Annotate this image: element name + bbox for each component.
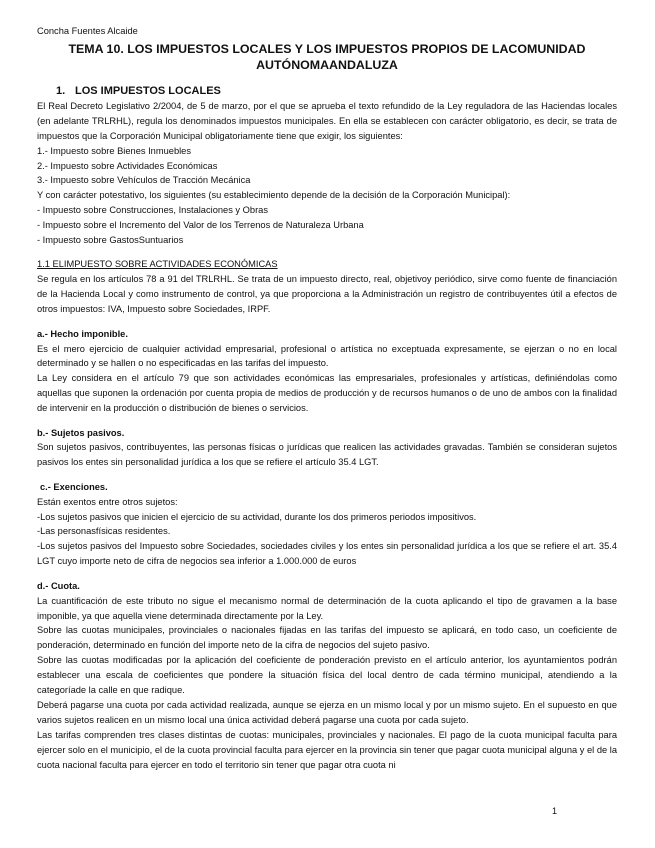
section-heading bbox=[56, 84, 617, 99]
optional-intro: Y con carácter potestativo, los siguientes (su establecimiento depende de la decisión de la Corporación Municipal): bbox=[37, 190, 511, 201]
list-item: 2.- Impuesto sobre Actividades Económicas bbox=[37, 160, 218, 171]
document-page bbox=[37, 24, 617, 772]
hecho-imponible-heading: a.- Hecho imponible. bbox=[37, 328, 128, 339]
paragraph: Deberá pagarse una cuota por cada actividad realizada, aunque se ejerza en un mismo local y por un mismo sujeto. En el supuesto en que varios sujetos realicen en un mismo local una única actividad deberá pagarse una cuota por cada sujeto. bbox=[37, 699, 617, 725]
section-heading-text: LOS IMPUESTOS LOCALES bbox=[75, 84, 221, 97]
list-item: -Los sujetos pasivos del Impuesto sobre Sociedades, sociedades civiles y los entes sin personalidad jurídica a los que se refiere el art. 35.4 LGT cuyo importe neto de cifra de negocios sea inferior a 1.000.000 de euros bbox=[37, 541, 617, 567]
paragraph: La Ley considera en el artículo 79 que son actividades económicas las empresariales, profesionales y artísticas, definiéndolas como aquellas que suponen la ordenación por cuenta propia de medios de producción y de recursos humanos o de uno de ambos con la finalidad de intervenir en la producción o distribución de bienes o servicios. bbox=[37, 373, 617, 414]
paragraph: Están exentos entre otros sujetos: bbox=[37, 496, 178, 507]
list-item: - Impuesto sobre el Incremento del Valor de los Terrenos de Naturaleza Urbana bbox=[37, 220, 364, 231]
paragraph: Es el mero ejercicio de cualquier actividad empresarial, profesional o artística no exceptuada expresamente, se ejerzan o no en local determinado y se hallen o no especificadas en las tarifas del impuesto. bbox=[37, 343, 617, 369]
subsection-intro: Se regula en los artículos 78 a 91 del TRLRHL. Se trata de un impuesto directo, real, objetivoy periódico, sirve como fuente de financiación de la Hacienda Local y como instrumento de control, ya que proporciona a la Administración un registro de contribuyentes útil a efectos de otros impuestos: IVA, Impuesto sobre Sociedades, IRPF. bbox=[37, 274, 617, 315]
paragraph: La cuantificación de este tributo no sigue el mecanismo normal de determinación de la cuota aplicando el tipo de gravamen a la base imponible, ya que aquella viene determinada directamente por la Ley. bbox=[37, 595, 617, 621]
sujetos-pasivos-heading: b.- Sujetos pasivos. bbox=[37, 427, 125, 438]
paragraph: Sobre las cuotas municipales, provinciales o nacionales fijadas en las tarifas del impuesto se aplicará, en todo caso, un coeficiente de ponderación, determinado en función del importe neto de la cifra de negocios del sujeto pasivo. bbox=[37, 625, 617, 651]
page-number: 1 bbox=[552, 806, 558, 816]
list-item: -Los sujetos pasivos que inicien el ejercicio de su actividad, durante los dos primeros periodos impositivos. bbox=[37, 511, 477, 522]
list-item: 3.- Impuesto sobre Vehículos de Tracción Mecánica bbox=[37, 175, 251, 186]
list-item: 1.- Impuesto sobre Bienes Inmuebles bbox=[37, 145, 191, 156]
paragraph: Sobre las cuotas modificadas por la aplicación del coeficiente de ponderación previsto en el artículo anterior, los ayuntamientos podrán establecer una escala de coeficientes que pondere la situación física del local dentro de cada término municipal, atendiendo a la categoríade la calle en que radique. bbox=[37, 655, 617, 696]
list-item: - Impuesto sobre Construcciones, Instalaciones y Obras bbox=[37, 205, 268, 216]
list-item: -Las personasfísicas residentes. bbox=[37, 526, 171, 537]
subsection-heading: 1.1 ELIMPUESTO SOBRE ACTIVIDADES ECONÓMICAS bbox=[37, 259, 278, 270]
section-intro: El Real Decreto Legislativo 2/2004, de 5 de marzo, por el que se aprueba el texto refundido de la Ley reguladora de las Haciendas locales (en adelante TRLRHL), regula los denominados impuestos municipales. En ella se establecen con carácter obligatorio, es decir, se trata de impuestos que la Corporación Municipal obligatoriamente tiene que exigir, los siguientes: bbox=[37, 100, 617, 141]
page-title: TEMA 10. LOS IMPUESTOS LOCALES Y LOS IMPUESTOS PROPIOS DE LACOMUNIDAD AUTÓNOMAANDALUZA bbox=[68, 41, 586, 72]
author-name: Concha Fuentes Alcaide bbox=[37, 26, 138, 36]
paragraph: Las tarifas comprenden tres clases distintas de cuotas: municipales, provinciales y nacionales. El pago de la cuota municipal faculta para ejercer solo en el municipio, el de la cuota provincial faculta para ejercer en la provincia sin tener que pagar cuota municipal alguna y el de la cuota nacional faculta para ejercer en todo el territorio sin tener que pagar otra cuota ni bbox=[37, 729, 617, 770]
paragraph: Son sujetos pasivos, contribuyentes, las personas físicas o jurídicas que realicen las actividades gravadas. También se consideran sujetos pasivos los entes sin personalidad jurídica a los que se refiere el artículo 35.4 LGT. bbox=[37, 442, 617, 468]
exenciones-heading: c.- Exenciones. bbox=[40, 481, 108, 492]
list-item: - Impuesto sobre GastosSuntuarios bbox=[37, 235, 184, 246]
cuota-heading: d.- Cuota. bbox=[37, 580, 80, 591]
section-number: 1. bbox=[56, 84, 66, 97]
